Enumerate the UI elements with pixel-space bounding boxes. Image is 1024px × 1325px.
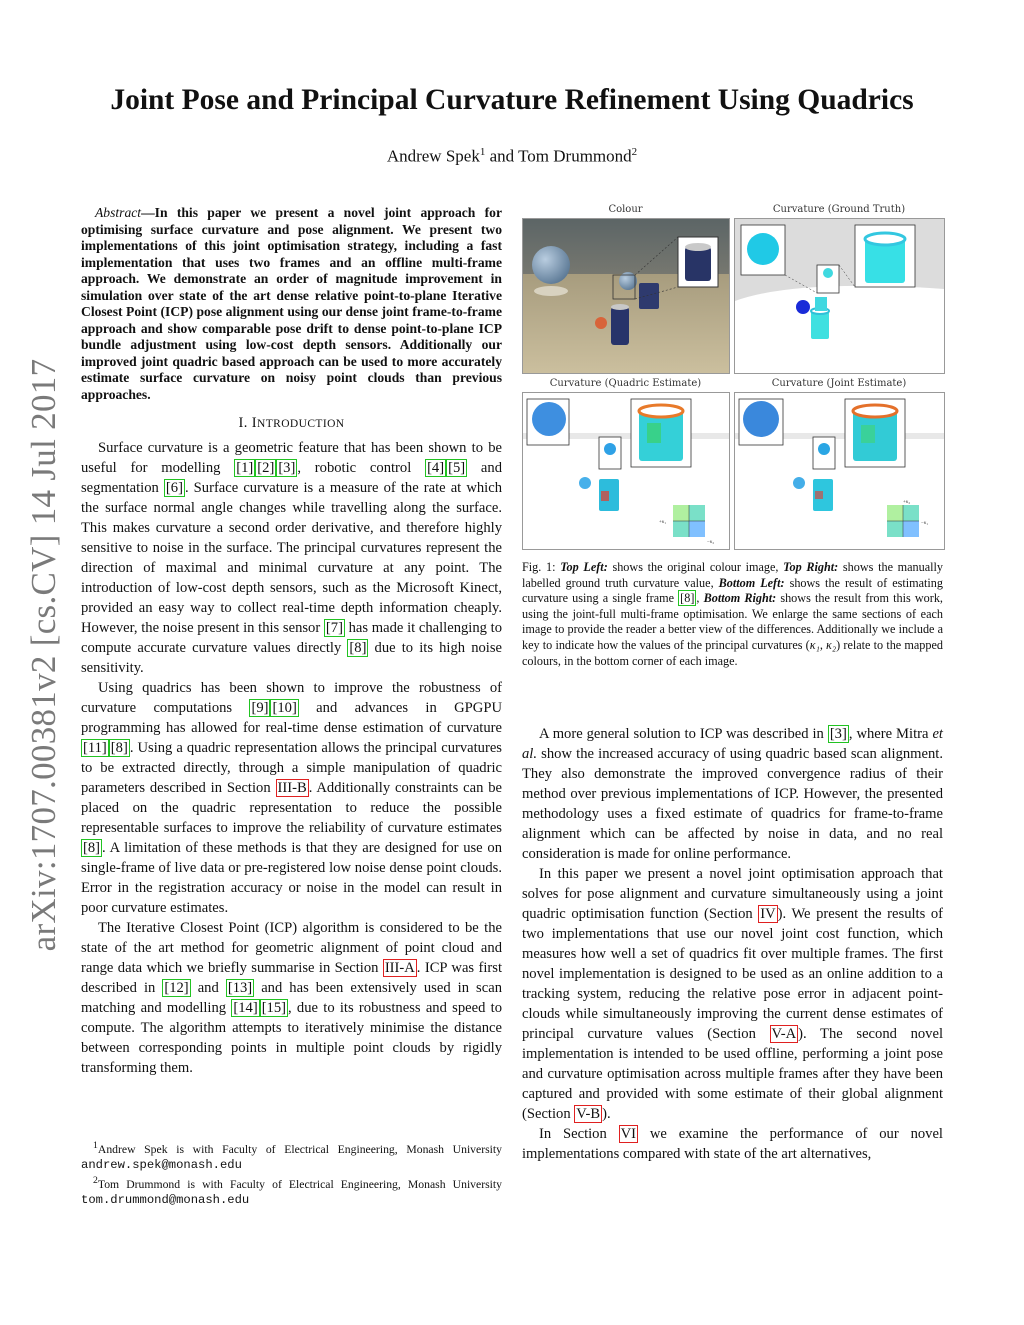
citation-link[interactable]: [8] bbox=[349, 640, 367, 656]
citation-link[interactable]: [9] bbox=[251, 700, 269, 716]
label-colour: Colour bbox=[608, 204, 643, 215]
colour-key bbox=[887, 505, 919, 537]
citation-link[interactable]: [7] bbox=[325, 620, 343, 636]
citation-link[interactable]: [4] bbox=[427, 460, 445, 476]
author-line bbox=[80, 146, 944, 167]
paper-title: Joint Pose and Principal Curvature Refinement Using Quadrics bbox=[110, 84, 914, 116]
footnotes bbox=[81, 1138, 502, 1208]
figure-caption: Fig. 1: Top Left: shows the original colour image, Top Right: shows the manually labelled ground truth curvature value, Bottom Left: shows the result of estimating curvature using a single frame [8] , Bottom Right: shows the result from this work, using the joint-full multi-frame optimisation. We enlarge the same sections of each image to provide the reader a better view of the differences. Additionally we include a key to indicate how the values of the principal curvatures (κ₁, κ₂) relate to the mapped colours, in the bottom corner of each image. bbox=[522, 560, 944, 668]
citation-link[interactable]: [2] bbox=[257, 460, 275, 476]
abstract-label: Abstract bbox=[95, 205, 142, 220]
email-link[interactable]: andrew.spek@monash.edu bbox=[81, 1157, 242, 1172]
arxiv-id: arXiv:1707.00381v2 [cs.CV] 14 Jul 2017 bbox=[24, 358, 63, 952]
citation-link[interactable]: [3] bbox=[829, 726, 847, 742]
citation-link[interactable]: [3] bbox=[278, 460, 296, 476]
joint-estimate-image bbox=[735, 393, 944, 549]
section-title-rest: NTRODUCTION bbox=[257, 418, 345, 430]
section-link[interactable]: VI bbox=[620, 1126, 637, 1142]
citation-link[interactable]: [15] bbox=[261, 1000, 287, 1016]
section-heading-introduction bbox=[81, 415, 502, 432]
abstract bbox=[81, 205, 502, 403]
citation-link[interactable]: [1] bbox=[236, 460, 254, 476]
citation-link[interactable]: [14] bbox=[233, 1000, 258, 1016]
citation-link[interactable]: [6] bbox=[165, 480, 183, 496]
quadric-estimate-image bbox=[523, 393, 729, 549]
section-number: I. bbox=[238, 415, 248, 431]
footnote-1: $^1$Andrew Spek is with Faculty of Electrical Engineering, Monash University andrew.spek@monash.edu bbox=[81, 1140, 502, 1172]
abstract-dash: — bbox=[141, 205, 155, 220]
author-2: Tom Drummond bbox=[518, 146, 632, 166]
email-link[interactable]: tom.drummond@monash.edu bbox=[81, 1192, 250, 1207]
arxiv-stamp bbox=[14, 358, 74, 952]
citation-link[interactable]: [10] bbox=[272, 700, 297, 716]
key-label: +κ₁ bbox=[659, 520, 667, 525]
citation-link[interactable]: [11] bbox=[83, 740, 107, 756]
footnote-2: $^2$Tom Drummond is with Faculty of Electrical Engineering, Monash University tom.drummond@monash.edu bbox=[81, 1174, 502, 1207]
citation-link[interactable]: [8] bbox=[110, 740, 128, 756]
right-paragraph-2: In this paper we present a novel joint optimisation approach that solves for pose alignment and curvature simultaneously using a joint quadric optimisation function (Section IV ). We present the results of two implementations that use our novel joint cost function, which measures how well a set of quadrics fit over multiple frames. The first novel implementation is designed to be used as an online addition to a tracking system, reducing the relative pose error in adjacent point-clouds while simultaneously improving the current dense estimates of principal curvature values (Section V-A ). The second novel implementation is intended to be used offline, performing a joint pose and curvature optimisation across multiple frames after they have been captured and provided with some estimate of their global alignment (Section V-B ). bbox=[522, 866, 944, 1122]
right-paragraph-1: A more general solution to ICP was described in [3] , where Mitra et al. show the increased accuracy of using quadric based scan alignment. They also demonstrate the improved convergence radius of their method over previous implementations of ICP. However, the presented methodology uses a fixed estimate of quadrics for frame-to-frame alignment which can be affected by noise in data, and no real consideration is made for online performance. bbox=[522, 726, 943, 862]
right-column bbox=[522, 724, 943, 1164]
left-column bbox=[81, 205, 502, 1078]
citation-link[interactable]: [8] bbox=[680, 591, 695, 606]
citation-link[interactable]: [13] bbox=[227, 980, 253, 996]
intro-paragraph-3: The Iterative Closest Point (ICP) algorithm is considered to be the state of the art method for geometric alignment of point cloud and range data which we briefly summarise in Section III-A . ICP was first described in [12] and [13] and has been extensively used in scan matching and modelling [14] [15] , due to its robustness and speed to compute. The algorithm attempts to iteratively minimise the distance between corresponding points in multiple point clouds by rigidly transforming them. bbox=[81, 920, 503, 1076]
section-title-first: I bbox=[251, 415, 258, 431]
right-paragraph-3: In Section VI we examine the performance of our novel implementations compared with state of the art alternatives, bbox=[522, 1126, 943, 1162]
abstract-text: In this paper we present a novel joint approach for optimising surface curvature and pose alignment. We present two implementations of this joint optimisation strategy, including a fast implementation that uses two frames and an offline multi-frame approach. We demonstrate an order of magnitude improvement in simulation over state of the art dense relative point-to-plane Iterative Closest Point (ICP) pose alignment using our dense joint frame-to-frame approach and show comparable pose drift to dense point-to-plane ICP bundle adjustment using low-cost depth sensors. Additionally our improved joint quadric based approach can be used to more accurately estimate surface curvature on noisy point clouds than previous approaches. bbox=[81, 205, 502, 402]
citation-link[interactable]: [5] bbox=[448, 460, 466, 476]
author-1-mark: 1 bbox=[479, 146, 486, 158]
label-joint-estimate: Curvature (Joint Estimate) bbox=[771, 378, 907, 389]
author-2-mark: 2 bbox=[631, 146, 638, 158]
colour-image bbox=[523, 219, 729, 373]
panel-quadric-estimate bbox=[522, 392, 730, 550]
citation-link[interactable]: [12] bbox=[164, 980, 189, 996]
ground-truth-image bbox=[735, 219, 944, 373]
intro-paragraph-2: Using quadrics has been shown to improve the robustness of curvature computations [9] [10] and advances in GPGPU programming has allowed for real-time dense estimation of curvature [11] [8] . Using a quadric representation allows the principal curvatures to be extracted directly, through a simple manipulation of quadric parameters described in Section III-B . Additionally constraints can be placed on the quadric representation to reduce the possible representable surfaces to improve the reliability of curvature estimates [8] . A limitation of these methods is that they are designed for use on single-frame of live data or pre-registered low noise dense point clouds. Error in the registration accuracy or noise in the model can result in poor curvature estimates. bbox=[81, 680, 502, 916]
label-ground-truth: Curvature (Ground Truth) bbox=[772, 204, 906, 215]
section-link[interactable]: IV bbox=[760, 906, 776, 922]
key-label: −κ₂ bbox=[707, 540, 715, 545]
panel-colour bbox=[522, 218, 730, 374]
figure-1 bbox=[522, 202, 944, 554]
panel-ground-truth bbox=[734, 218, 945, 374]
section-link[interactable]: III-A bbox=[384, 960, 415, 976]
panel-joint-estimate bbox=[734, 392, 945, 550]
author-1: Andrew Spek bbox=[386, 146, 480, 166]
section-link[interactable]: V-A bbox=[771, 1026, 797, 1042]
colour-key bbox=[673, 505, 705, 537]
intro-paragraph-1: Surface curvature is a geometric feature that has been shown to be useful for modelling [1] [2] [3] , robotic control [4] [5] and segmentation [6] . Surface curvature is a measure of the rate at which the surface normal angle changes while travelling along the surface. This makes curvature a second order derivative, and therefore highly sensitive to noise in the surface. The principal curvatures represent the direction of maximal and minimal curvature at any point. The introduction of low-cost depth sensors, such as the Microsoft Kinect, provided an easy way to collect real-time depth information cheaply. However, the noise present in this sensor [7] has made it challenging to compute accurate curvature values directly [8] due to its high noise sensitivity. bbox=[81, 440, 502, 676]
author-and: and bbox=[489, 146, 515, 166]
key-label: −κ₁ bbox=[921, 521, 929, 526]
label-quadric-estimate: Curvature (Quadric Estimate) bbox=[549, 378, 702, 389]
section-link[interactable]: V-B bbox=[576, 1106, 601, 1122]
key-label: +κ₂ bbox=[903, 500, 911, 505]
section-link[interactable]: III-B bbox=[277, 780, 307, 796]
citation-link[interactable]: [8] bbox=[83, 840, 101, 856]
